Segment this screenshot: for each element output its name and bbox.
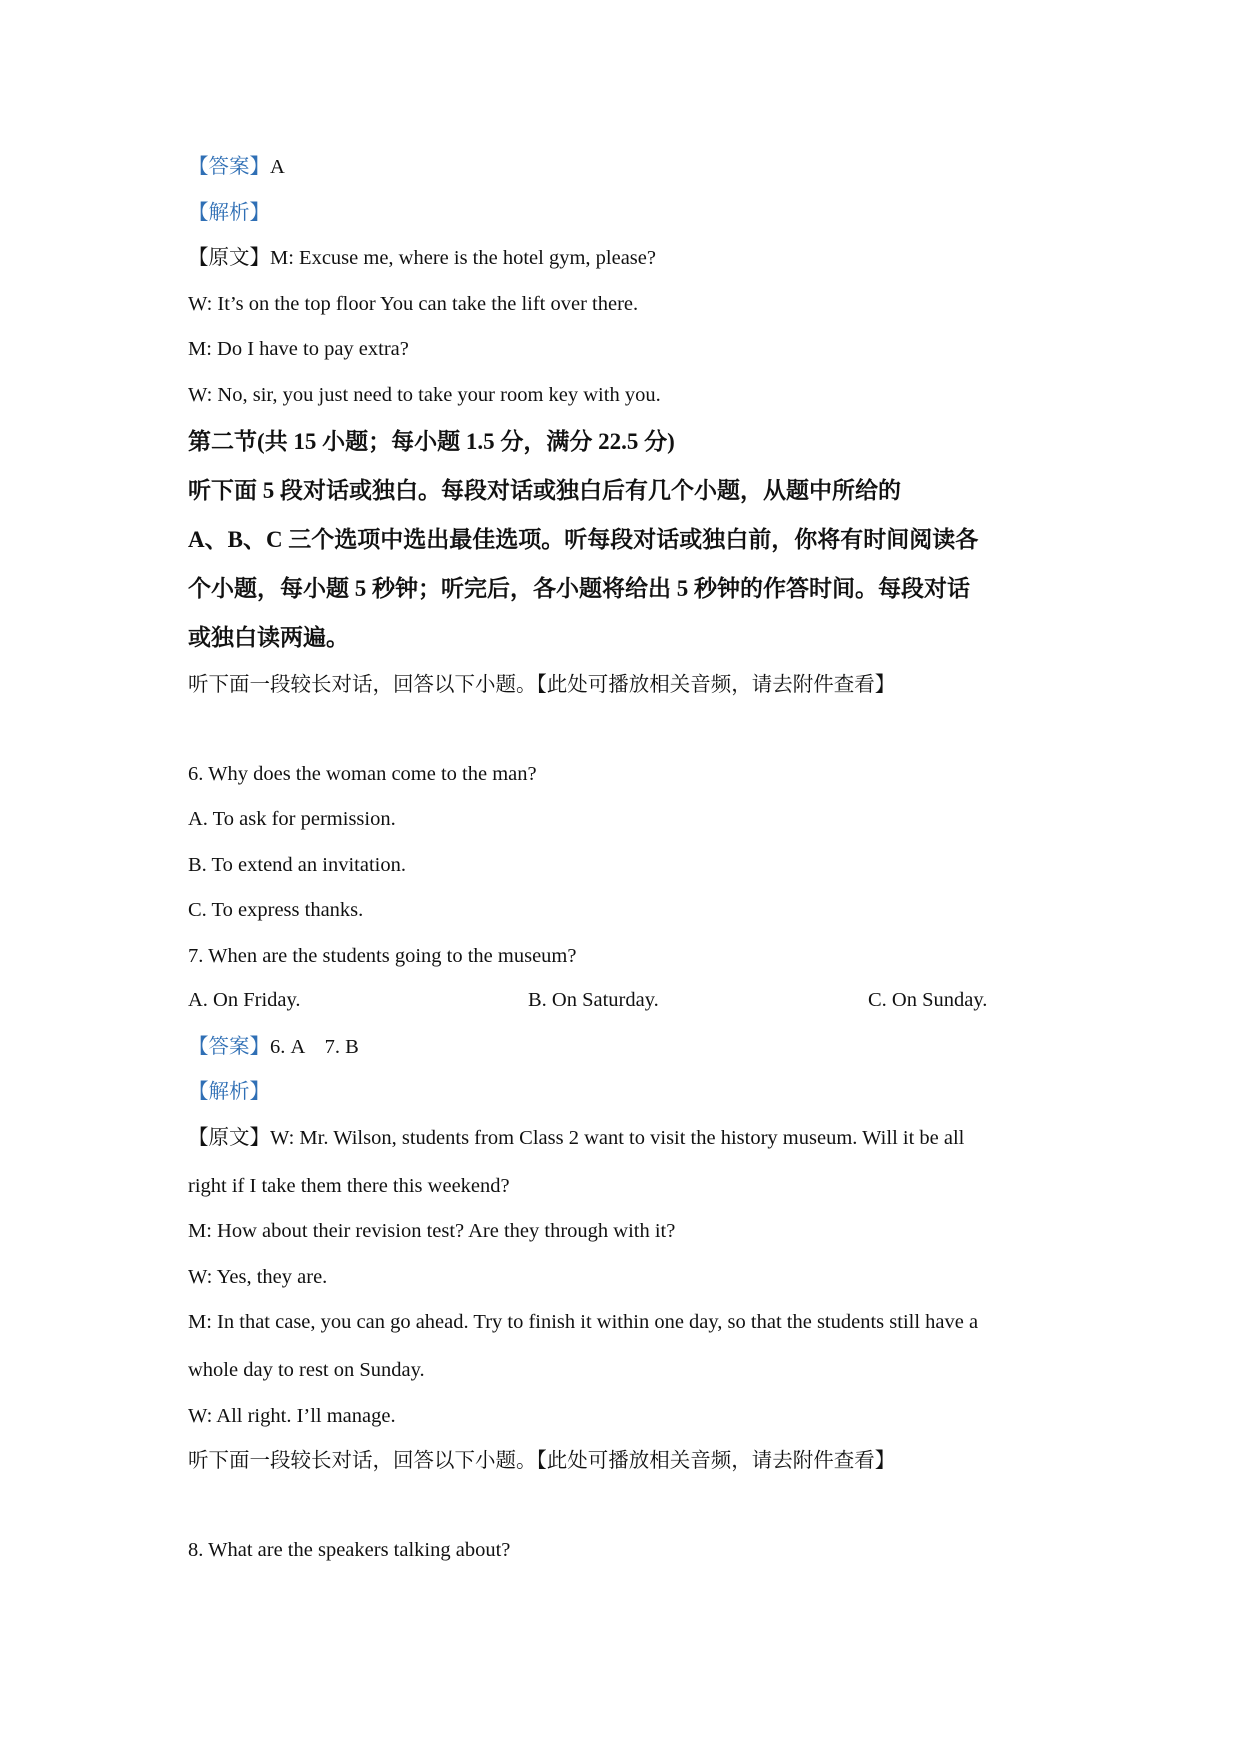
question-8: 8. What are the speakers talking about? [188,1538,511,1561]
question-6: 6. Why does the woman come to the man? [188,762,537,785]
answer-line [188,1035,1068,1081]
option: A. On Friday. [188,989,301,1011]
transcript-line: 【原文】W: Mr. Wilson, students from Class 2 want to visit the history museum. Will it be all [188,1126,965,1149]
transcript-line: M: How about their revision test? Are they through with it? [188,1220,676,1242]
transcript-line: W: It’s on the top floor You can take the lift over there. [188,292,639,315]
answer-value: A [270,156,285,178]
original-tag: 【原文】 [188,1126,270,1149]
option: A. To ask for permission. [188,808,396,830]
transcript-line: M: In that case, you can go ahead. Try to finish it within one day, so that the students still have a [188,1311,979,1333]
question-7: 7. When are the students going to the museum? [188,944,577,967]
option: B. To extend an invitation. [188,853,406,876]
audio-intro: 听下面一段较长对话，回答以下小题。【此处可播放相关音频，请去附件查看】 [188,674,896,696]
analysis-tag: 【解析】 [188,201,270,224]
section-instruction: A、B、C 三个选项中选出最佳选项。听每段对话或独白前，你将有时间阅读各 [188,527,979,552]
transcript-line: whole day to rest on Sunday. [188,1359,425,1381]
audio-intro: 听下面一段较长对话，回答以下小题。【此处可播放相关音频，请去附件查看】 [188,1450,896,1472]
analysis-tag: 【解析】 [188,1081,270,1103]
section-heading: 第二节(共 15 小题；每小题 1.5 分，满分 22.5 分) [188,429,675,454]
section-instruction: 个小题，每小题 5 秒钟；听完后，各小题将给出 5 秒钟的作答时间。每段对话 [188,576,970,601]
answer-tag: 【答案】 [188,156,270,178]
answer-tag: 【答案】 [188,1035,270,1058]
transcript-line: right if I take them there this weekend? [188,1174,510,1197]
document-page [188,155,1068,1583]
option: C. On Sunday. [868,989,988,1011]
section-instruction: 或独白读两遍。 [188,625,349,650]
answer-value: 6. A 7. B [270,1035,359,1058]
answer-line [188,155,1068,201]
original-tag: 【原文】 [188,247,270,269]
transcript-line: M: Do I have to pay extra? [188,338,409,360]
options-row [188,989,1068,1035]
option: C. To express thanks. [188,899,364,921]
section-instruction: 听下面 5 段对话或独白。每段对话或独白后有几个小题，从题中所给的 [188,478,901,503]
transcript-line: W: All right. I’ll manage. [188,1404,396,1427]
transcript-line: 【原文】M: Excuse me, where is the hotel gym, please? [188,247,656,269]
transcript-line: W: Yes, they are. [188,1265,328,1288]
transcript-line: W: No, sir, you just need to take your room key with you. [188,383,661,406]
option: B. On Saturday. [528,989,659,1011]
